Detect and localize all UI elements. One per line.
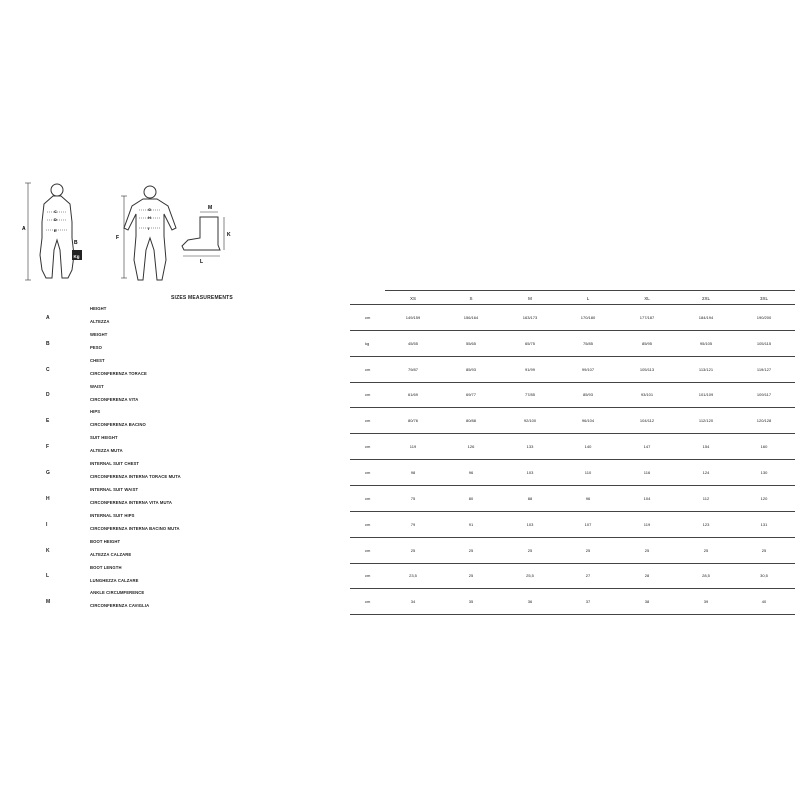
- table-cell: 69/77: [465, 392, 476, 398]
- row-letter-h: H: [46, 495, 50, 502]
- row-label-en: WAIST: [90, 383, 104, 389]
- illustrations: [0, 0, 800, 300]
- row-unit: kg: [365, 340, 370, 346]
- table-cell: 30,5: [760, 573, 768, 579]
- table-cell: 104: [643, 495, 651, 501]
- size-header-s: S: [469, 296, 473, 301]
- table-cell: 190/200: [756, 314, 772, 320]
- table-cell: 95/105: [699, 340, 713, 346]
- suit-label-h: H: [148, 215, 151, 220]
- boot-icon: [182, 212, 224, 256]
- size-header-2xl: 2XL: [701, 296, 710, 301]
- row-label-it: CIRCONFERENZA INTERNA TORACE MUTA: [90, 474, 181, 480]
- body-label-c: C: [54, 209, 57, 214]
- table-cell: 131: [760, 521, 768, 527]
- table-cell: 113/121: [698, 366, 714, 372]
- row-divider: [350, 433, 795, 434]
- row-divider: [350, 614, 795, 615]
- row-unit: cm: [365, 495, 371, 501]
- table-cell: 96: [468, 470, 474, 476]
- table-cell: 160: [760, 444, 768, 450]
- table-cell: 126: [467, 444, 475, 450]
- row-label-en: HIPS: [90, 409, 101, 415]
- table-cell: 140: [584, 444, 592, 450]
- table-cell: 92/100: [523, 418, 537, 424]
- row-divider: [350, 588, 795, 589]
- table-cell: 36: [527, 599, 533, 605]
- row-label-en: CHEST: [90, 357, 105, 363]
- table-header-line: [350, 304, 795, 305]
- row-letter-k: K: [46, 547, 50, 554]
- table-cell: 123: [702, 521, 710, 527]
- table-cell: 28: [644, 573, 650, 579]
- svg-text:Kg: Kg: [73, 254, 80, 259]
- table-cell: 38: [644, 599, 650, 605]
- table-cell: 75: [410, 495, 416, 501]
- table-cell: 109/117: [756, 392, 772, 398]
- row-label-en: INTERNAL SUIT HIPS: [90, 512, 135, 518]
- table-cell: 105/115: [756, 340, 772, 346]
- row-divider: [350, 459, 795, 460]
- row-label-en: BOOT LENGTH: [90, 564, 122, 570]
- table-cell: 25: [468, 547, 474, 553]
- size-header-m: M: [528, 296, 532, 301]
- table-cell: 119: [643, 521, 651, 527]
- wetsuit-icon: [121, 186, 176, 280]
- table-cell: 25: [644, 547, 650, 553]
- table-cell: 110: [584, 470, 592, 476]
- boot-label-k: K: [227, 232, 231, 238]
- table-cell: 65/75: [524, 340, 535, 346]
- table-cell: 34: [410, 599, 416, 605]
- row-letter-b: B: [46, 340, 50, 347]
- row-unit: cm: [365, 547, 371, 553]
- row-unit: cm: [365, 444, 371, 450]
- table-cell: 119: [409, 444, 417, 450]
- row-letter-a: A: [46, 314, 50, 321]
- table-cell: 156/164: [463, 314, 479, 320]
- table-cell: 55/65: [465, 340, 476, 346]
- row-unit: cm: [365, 573, 371, 579]
- row-letter-m: M: [46, 599, 51, 606]
- table-cell: 93/101: [640, 392, 654, 398]
- table-cell: 61/69: [407, 392, 418, 398]
- table-cell: 104/112: [639, 418, 655, 424]
- boot-label-l: L: [200, 259, 204, 265]
- table-cell: 45/55: [407, 340, 418, 346]
- row-label-it: PESO: [90, 344, 103, 350]
- row-letter-l: L: [46, 573, 50, 580]
- table-cell: 25: [527, 547, 533, 553]
- table-cell: 88: [527, 495, 533, 501]
- row-unit: cm: [365, 392, 371, 398]
- table-cell: 25: [703, 547, 709, 553]
- body-label-e: E: [54, 228, 57, 233]
- row-letter-d: D: [46, 392, 50, 399]
- row-divider: [350, 356, 795, 357]
- row-label-en: INTERNAL SUIT CHEST: [90, 461, 140, 467]
- table-cell: 80/88: [465, 418, 476, 424]
- row-label-en: HEIGHT: [90, 306, 107, 311]
- size-header-xl: XL: [644, 296, 650, 301]
- size-header-l: L: [586, 296, 590, 301]
- table-cell: 177/187: [639, 314, 655, 320]
- row-label-it: ALTEZZA CALZARE: [90, 551, 132, 557]
- table-cell: 133: [526, 444, 534, 450]
- table-cell: 163/173: [522, 314, 538, 320]
- size-header-xs: XS: [409, 296, 416, 301]
- table-cell: 85/93: [582, 392, 593, 398]
- table-cell: 124: [702, 470, 710, 476]
- svg-text:B: B: [74, 240, 78, 246]
- row-label-it: CIRCONFERENZA TORACE: [90, 370, 147, 376]
- row-label-it: LUNGHEZZA CALZARE: [90, 577, 139, 583]
- row-divider: [350, 330, 795, 331]
- table-cell: 120/128: [756, 418, 772, 424]
- suit-label-f: F: [116, 235, 120, 241]
- row-label-it: CIRCONFERENZA CAVIGLIA: [90, 603, 150, 609]
- table-cell: 37: [585, 599, 591, 605]
- row-divider: [350, 563, 795, 564]
- table-cell: 96/104: [581, 418, 595, 424]
- size-header-3xl: 3XL: [759, 296, 768, 301]
- row-label-it: CIRCONFERENZA BACINO: [90, 422, 146, 428]
- table-cell: 116: [643, 470, 651, 476]
- table-cell: 105/113: [639, 366, 655, 372]
- table-cell: 39: [703, 599, 709, 605]
- table-cell: 149/159: [405, 314, 421, 320]
- table-cell: 147: [643, 444, 651, 450]
- row-unit: cm: [365, 366, 371, 372]
- table-cell: 80: [468, 495, 474, 501]
- row-letter-e: E: [46, 418, 50, 425]
- row-label-it: ALTEZZA: [90, 319, 110, 324]
- table-cell: 130: [760, 470, 768, 476]
- row-divider: [350, 382, 795, 383]
- row-letter-i: I: [46, 521, 48, 528]
- row-label-it: ALTEZZA MUTA: [90, 448, 123, 454]
- table-cell: 25: [585, 547, 591, 553]
- table-cell: 170/180: [580, 314, 596, 320]
- table-cell: 79/87: [407, 366, 418, 372]
- boot-label-m: M: [208, 205, 213, 211]
- table-cell: 77/85: [524, 392, 535, 398]
- row-label-it: CIRCONFERENZA INTERNA VITA MUTA: [90, 499, 173, 505]
- table-cell: 98: [410, 470, 416, 476]
- row-letter-g: G: [46, 470, 50, 477]
- table-cell: 120: [760, 495, 768, 501]
- illustration-svg: [0, 0, 800, 300]
- row-unit: cm: [365, 470, 371, 476]
- row-label-en: SUIT HEIGHT: [90, 435, 118, 441]
- table-cell: 28,5: [702, 573, 710, 579]
- table-cell: 103: [526, 521, 534, 527]
- table-cell: 25: [761, 547, 767, 553]
- weight-icon: [72, 240, 82, 260]
- table-cell: 101/109: [698, 392, 714, 398]
- table-cell: 112: [702, 495, 710, 501]
- table-cell: 27: [585, 573, 591, 579]
- row-divider: [350, 407, 795, 408]
- table-cell: 25: [410, 547, 416, 553]
- row-label-en: BOOT HEIGHT: [90, 538, 121, 544]
- table-cell: 107: [584, 521, 592, 527]
- table-cell: 25,5: [526, 573, 534, 579]
- row-label-en: INTERNAL SUIT WAIST: [90, 486, 139, 492]
- table-cell: 35: [468, 599, 474, 605]
- table-cell: 154: [702, 444, 710, 450]
- table-cell: 91/99: [524, 366, 535, 372]
- table-cell: 79: [410, 521, 416, 527]
- row-label-it: CIRCONFERENZA VITA: [90, 396, 139, 402]
- body-label-d: D: [54, 217, 57, 222]
- row-label-en: ANKLE CIRCUMFERENCE: [90, 590, 145, 596]
- table-cell: 85/93: [465, 366, 476, 372]
- row-label-it: CIRCONFERENZA INTERNA BACINO MUTA: [90, 525, 180, 531]
- table-cell: 40: [761, 599, 767, 605]
- table-cell: 184/194: [698, 314, 714, 320]
- table-cell: 75/85: [582, 340, 593, 346]
- table-top-line: [385, 290, 795, 291]
- row-divider: [350, 485, 795, 486]
- table-cell: 103: [526, 470, 534, 476]
- row-unit: cm: [365, 599, 371, 605]
- table-cell: 91: [468, 521, 474, 527]
- row-unit: cm: [365, 314, 371, 320]
- page-title: SIZES MEASUREMENTS: [171, 295, 233, 301]
- table-cell: 80/76: [407, 418, 418, 424]
- row-divider: [350, 511, 795, 512]
- table-cell: 23,5: [409, 573, 417, 579]
- row-letter-f: F: [46, 444, 50, 451]
- row-divider: [350, 537, 795, 538]
- table-cell: 96: [585, 495, 591, 501]
- body-label-a: A: [22, 226, 26, 232]
- suit-label-i: I: [148, 226, 150, 231]
- table-cell: 85/95: [641, 340, 652, 346]
- row-unit: cm: [365, 521, 371, 527]
- row-letter-c: C: [46, 366, 50, 373]
- body-figure-icon: [25, 183, 74, 280]
- table-cell: 99/107: [581, 366, 595, 372]
- table-cell: 112/120: [698, 418, 714, 424]
- row-unit: cm: [365, 418, 371, 424]
- table-cell: 119/127: [756, 366, 772, 372]
- suit-label-g: G: [148, 207, 152, 212]
- table-cell: 25: [468, 573, 474, 579]
- row-label-en: WEIGHT: [90, 331, 108, 337]
